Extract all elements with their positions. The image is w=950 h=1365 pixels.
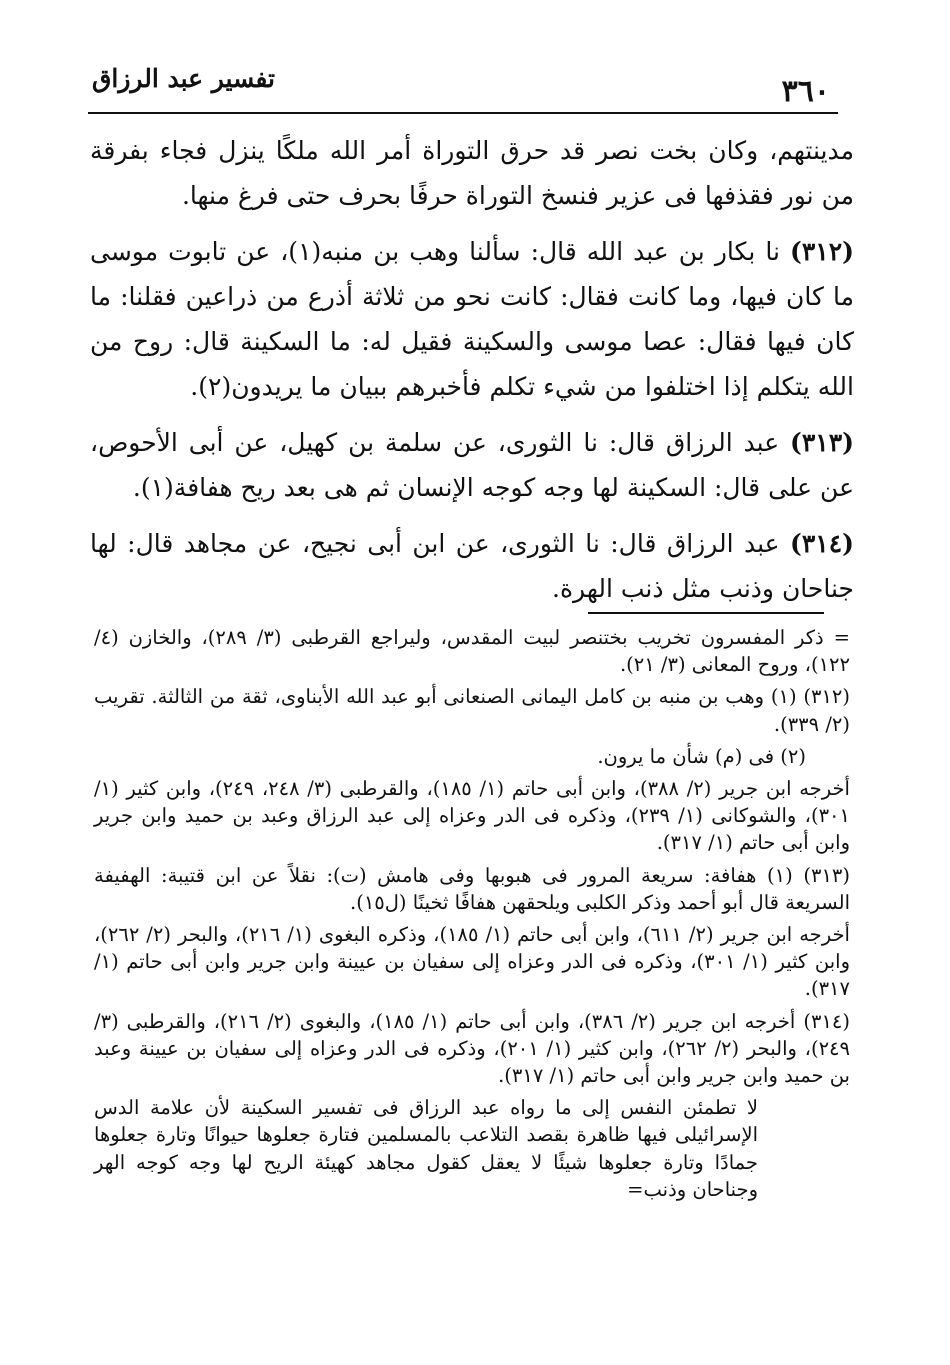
page-header [88,62,838,114]
footnote: = ذكر المفسرون تخريب بختنصر لبيت المقدس، وليراجع القرطبى (٣/ ٢٨٩)، والخازن (٤/ ١٢٢)، وروح المعانى (٣/ ٢١). [94,626,850,677]
footnote: (٣١٤) أخرجه ابن جرير (٢/ ٣٨٦)، وابن أبى حاتم (١/ ١٨٥)، والبغوى (٢/ ٢١٦)، والقرطبى (٣/ ٢٤٩)، والبحر (٢/ ٢٦٢)، وابن كثير (١/ ٢٠١)، وذكره فى الدر وعزاه إلى سفيان بن عيينة وعبد بن حميد وابن جرير وابن أبى حاتم (١/ ٣١٧). [94,1009,850,1088]
paragraph-continuation [90,128,854,218]
footnote: (٢) فى (م) شأن ما يرون. [597,744,806,768]
page-number: ٣٦٠ [781,74,830,109]
narration-text: عبد الرزاق قال: نا الثورى، عن ابن أبى نجيح، عن مجاهد قال: لها جناحان وذنب مثل ذنب الهرة. [90,529,854,603]
narration-number: (٣١٣) [790,428,854,457]
narration-number: (٣١٤) [790,529,854,558]
narration-313 [90,420,854,510]
main-text [90,128,854,622]
narration-text: عبد الرزاق قال: نا الثورى، عن سلمة بن كهيل، عن أبى الأحوص، عن على قال: السكينة لها وجه كوجه الإنسان ثم هى بعد ريح هفافة(١). [90,428,854,502]
footnote: (٣١٢) (١) وهب بن منبه بن كامل اليمانى الصنعانى أبو عبد الله الأبناوى، ثقة من الثالثة. تقريب (٢/ ٣٣٩). [94,685,850,736]
narration-312 [90,229,854,409]
footnote-separator [588,612,824,614]
narration-number: (٣١٢) [790,237,855,266]
footnote: أخرجه ابن جرير (٢/ ٣٨٨)، وابن أبى حاتم (١/ ١٨٥)، والقرطبى (٣/ ٢٤٨، ٢٤٩)، وابن كثير (١/ ٣٠١)، والشوكانى (١/ ٢٣٩)، وذكره فى الدر وعزاه إلى عبد الرزاق وعبد بن حميد وابن جرير وابن أبى حاتم (١/ ٣١٧). [94,777,850,855]
narration-314 [90,521,854,611]
footnote: لا تطمئن النفس إلى ما رواه عبد الرزاق فى تفسير السكينة لأن علامة الدس الإسرائيلى فيها ظاهرة بقصد التلاعب بالمسلمين فتارة جعلوها حيوانًا وتارة جعلوها جمادًا وتارة جعلوها شيئًا لا يعقل كقول مجاهد كهيئة الريح لها وجه كوجه الهر وجناحان وذنب= [94,1096,758,1201]
running-title: تفسير عبد الرزاق [92,64,276,93]
footnotes [94,624,850,1208]
footnote: (٣١٣) (١) هفافة: سريعة المرور فى هبوبها وفى هامش (ت): نقلاً عن ابن قتيبة: الهفيفة السريعة قال أبو أحمد وذكر الكلبى ويلحقهن هفافًا ثخينًا (ل١٥). [94,863,850,914]
narration-text: نا بكار بن عبد الله قال: سألنا وهب بن منبه(١)، عن تابوت موسى ما كان فيها، وما كانت فقال: كانت نحو من ثلاثة أذرع من ذراعين فقلنا: ما كان فيها فقال: عصا موسى والسكينة فقيل له: ما السكينة قال: روح من الله يتكلم إذا اختلفوا من شيء تكلم فأخبرهم ببيان ما يريدون(٢). [90,237,855,401]
paragraph-text: مدينتهم، وكان بخت نصر قد حرق التوراة أمر الله ملكًا ينزل فجاء بفرقة من نور فقذفها فى عزير فنسخ التوراة حرفًا بحرف حتى فرغ منها. [90,136,854,210]
footnote: أخرجه ابن جرير (٢/ ٦١١)، وابن أبى حاتم (١/ ١٨٥)، وذكره البغوى (١/ ٢١٦)، والبحر (٢/ ٢٦٢)، وابن كثير (١/ ٣٠١)، وذكره فى الدر وعزاه إلى سفيان بن عيينة وابن جرير وابن أبى حاتم (١/ ٣١٧). [94,923,850,1001]
